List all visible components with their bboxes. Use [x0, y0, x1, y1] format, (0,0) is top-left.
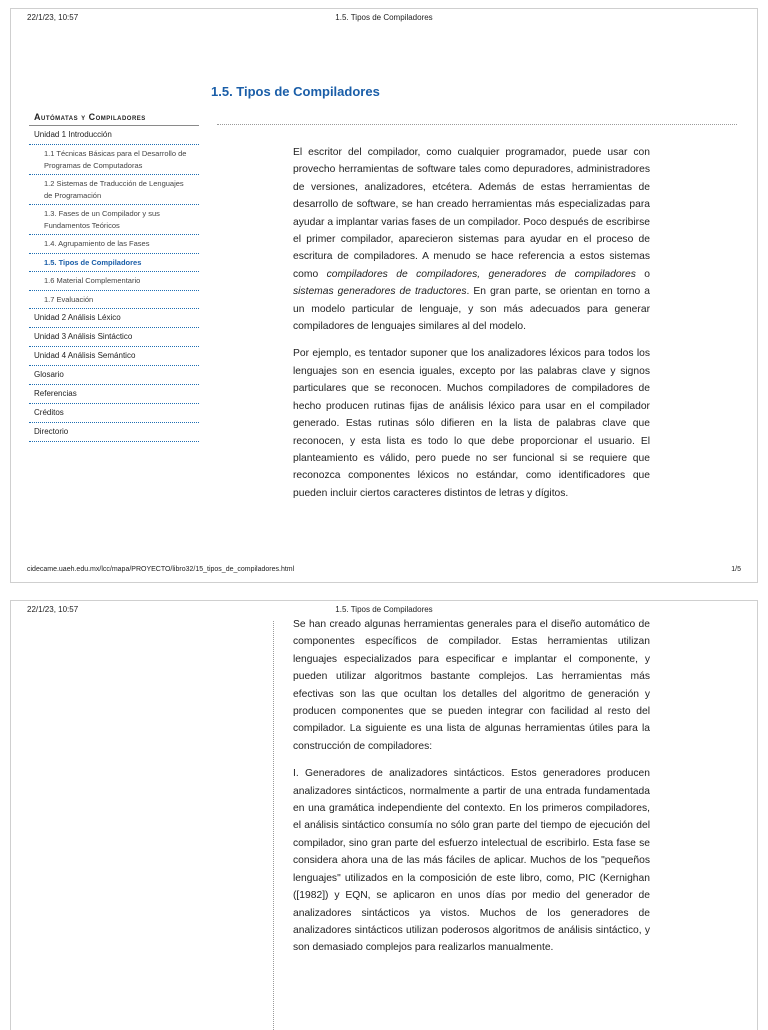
sidebar-nav [29, 110, 199, 442]
sidebar-item-unidad-1[interactable]: Unidad 1 Introducción [29, 126, 199, 145]
print-footer [27, 566, 741, 578]
sidebar-item-referencias[interactable]: Referencias [29, 385, 199, 404]
print-page-number: 1/5 [731, 566, 741, 573]
sidebar-item-1-6[interactable]: 1.6 Material Complementario [29, 272, 199, 291]
sidebar-item-unidad-3[interactable]: Unidad 3 Análisis Sintáctico [29, 328, 199, 347]
sidebar-item-glosario[interactable]: Glosario [29, 366, 199, 385]
sidebar-item-1-4[interactable]: 1.4. Agrupamiento de las Fases [29, 235, 199, 254]
print-date: 22/1/23, 10:57 [27, 13, 79, 22]
sidebar-title: Autómatas y Compiladores [29, 110, 199, 126]
sidebar-item-creditos[interactable]: Créditos [29, 404, 199, 423]
sidebar-item-1-2[interactable]: 1.2 Sistemas de Traducción de Lenguajes de Programación [29, 175, 199, 205]
paragraph: I. Generadores de analizadores sintácticos. Estos generadores producen analizadores sintácticos, normalmente a partir de una entrada fundamentada en una gramática independiente del contexto. En los primeros compiladores, el análisis sintáctico consumía no sólo gran parte del tiempo de ejecución del compilador, sino gran parte del esfuerzo intelectual de escribirlo. Esta fase se considera ahora una de las más fáciles de aplicar. Muchos de los "pequeños lenguajes" utilizados en la composición de este libro, como, PIC (Kernighan ([1982]) y EQN, se aplicaron en unos días por medio del generador de analizadores sintácticos ya vistos. Muchos de los generadores de analizadores sintácticos utilizan poderosos algoritmos de análisis sintáctico, y son demasiado complejos para realizarlos manualmente. [293, 768, 650, 954]
emphasis: sistemas generadores de traductores [293, 286, 467, 298]
sidebar-item-unidad-2[interactable]: Unidad 2 Análisis Léxico [29, 309, 199, 328]
print-title: 1.5. Tipos de Compiladores [335, 13, 433, 22]
paragraph: Se han creado algunas herramientas generales para el diseño automático de componentes específicos de compilador. Estas herramientas utilizan lenguajes especializados para especificar e implantar el componente, y pueden utilizar algoritmos bastante complejos. Las herramientas más efectivas son las que ocultan los detalles del algoritmo de generación y producen componentes que se pueden integrar con facilidad al resto del compilador. La siguiente es una lista de algunas herramientas útiles para la construcción de compiladores: [293, 619, 650, 752]
page-title: 1.5. Tipos de Compiladores [211, 84, 380, 99]
sidebar-item-directorio[interactable]: Directorio [29, 423, 199, 442]
emphasis: compiladores de compiladores, generadores de compiladores [326, 268, 636, 280]
paragraph: Por ejemplo, es tentador suponer que los analizadores léxicos para todos los lenguajes son en esencia iguales, excepto por las palabras clave y signos particulares que se reconocen. Muchos compiladores de compiladores de hecho producen rutinas fijas de análisis léxico para usar en el compilador generado. Estas rutinas sólo difieren en la lista de palabras clave que reconocen, y esta lista es todo lo que debe proporcionar el usuario. El planteamiento es válido, pero puede no ser funcional si se requiere que reconozca componentes léxicos no estándar, como identificadores que pueden incluir ciertos caracteres distintos de letras y dígitos. [293, 348, 650, 499]
divider [217, 124, 737, 125]
paragraph: El escritor del compilador, como cualquier programador, puede usar con provecho herramientas de software tales como depuradores, administradores de versiones, analizadores, etcétera. Además de estas herramientas de desarrollo de software, se han creado herramientas más especializadas para ayudar a implantar varias fases de un compilador. Poco después de escribirse el primer compilador, aparecieron sistemas para ayudar en el proceso de escritura de compiladores. A menudo se hace referencia a estos sistemas como compiladores de compiladores, generadores de compiladores o sistemas generadores de traductores. En gran parte, se orientan en torno a un modelo particular de lenguaje, y son más adecuados para generar compiladores de lenguajes similares al del modelo. [293, 147, 650, 333]
article-body [293, 616, 650, 967]
sidebar-item-1-1[interactable]: 1.1 Técnicas Básicas para el Desarrollo de Programas de Computadoras [29, 145, 199, 175]
print-header [27, 13, 741, 27]
sidebar-item-1-5-active[interactable]: 1.5. Tipos de Compiladores [29, 254, 199, 273]
print-date: 22/1/23, 10:57 [27, 605, 79, 614]
column-divider [273, 621, 274, 1030]
print-url: cidecame.uaeh.edu.mx/lcc/mapa/PROYECTO/libro32/15_tipos_de_compiladores.html [27, 566, 295, 573]
print-page-1 [10, 8, 758, 583]
sidebar-item-1-7[interactable]: 1.7 Evaluación [29, 291, 199, 310]
print-title: 1.5. Tipos de Compiladores [335, 605, 433, 614]
sidebar-item-unidad-4[interactable]: Unidad 4 Análisis Semántico [29, 347, 199, 366]
print-page-2 [10, 600, 758, 1030]
sidebar-item-1-3[interactable]: 1.3. Fases de un Compilador y sus Fundamentos Teóricos [29, 205, 199, 235]
article-body [293, 144, 650, 512]
